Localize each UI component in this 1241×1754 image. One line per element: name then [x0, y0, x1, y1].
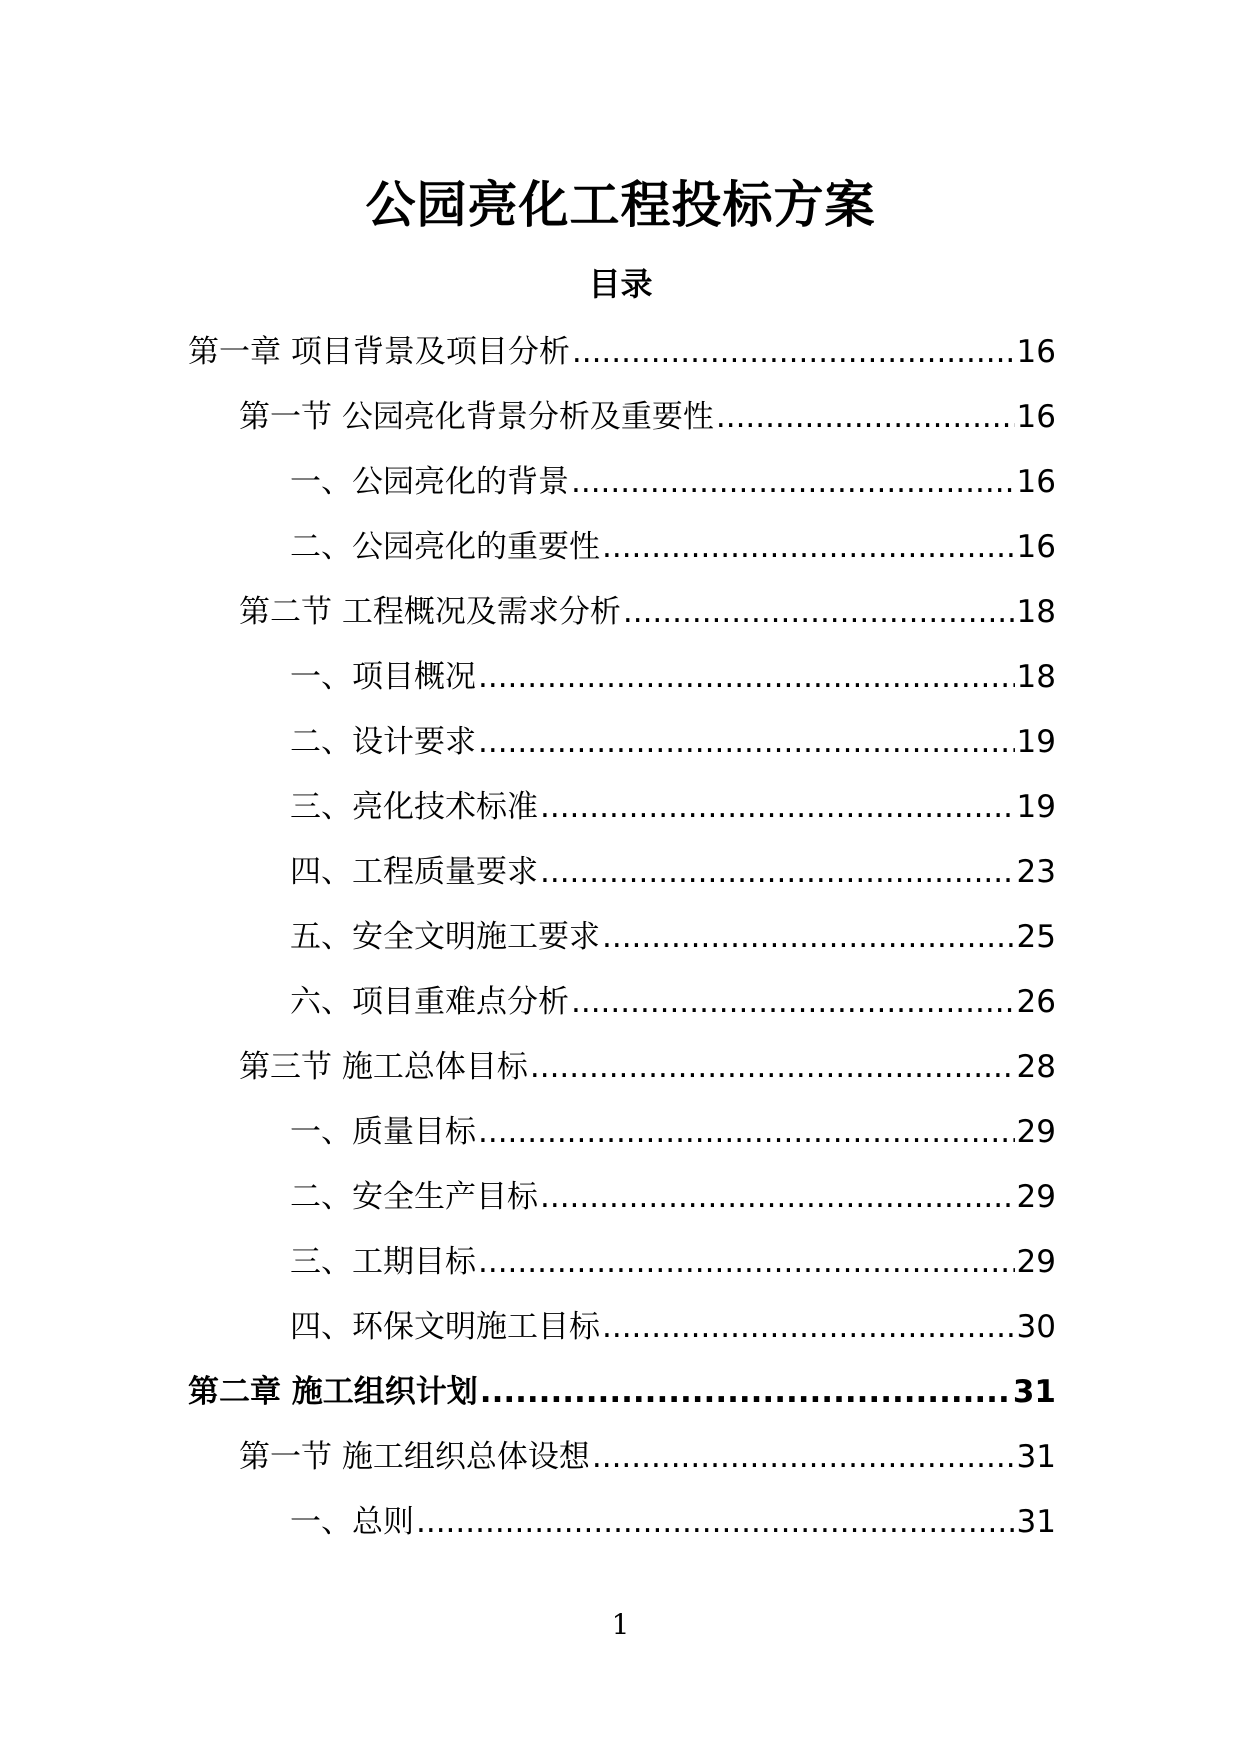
toc-entry-text: 一、质量目标 — [290, 1114, 476, 1150]
toc-entry[interactable] — [188, 783, 1056, 848]
toc-entry[interactable] — [188, 1043, 1056, 1108]
toc-entry-text: 三、工期目标 — [290, 1244, 476, 1280]
toc-heading: 目录 — [588, 265, 653, 303]
toc-entry-page: 30 — [1016, 1309, 1056, 1345]
toc-entry-text: 五、安全文明施工要求 — [290, 919, 600, 955]
toc-leader-dots — [602, 1303, 1015, 1351]
toc-entry[interactable] — [188, 523, 1056, 588]
toc-leader-dots — [571, 458, 1015, 506]
toc-entry-text: 第二章 施工组织计划 — [188, 1374, 478, 1410]
toc-entry-text: 第二节 工程概况及需求分析 — [239, 594, 621, 630]
toc-entry-page: 16 — [1016, 529, 1056, 565]
toc-entry-text: 第一节 施工组织总体设想 — [239, 1439, 590, 1475]
toc-entry[interactable] — [188, 1303, 1056, 1368]
toc-entry-page: 31 — [1016, 1439, 1056, 1475]
toc-leader-dots — [602, 523, 1015, 571]
document-title: 公园亮化工程投标方案 — [365, 176, 876, 234]
toc-entry-text: 二、设计要求 — [290, 724, 476, 760]
toc-entry-page: 18 — [1016, 594, 1056, 630]
toc-entry-text: 四、工程质量要求 — [290, 854, 538, 890]
table-of-contents — [188, 328, 1056, 1563]
toc-leader-dots — [602, 913, 1015, 961]
toc-leader-dots — [416, 1498, 1015, 1546]
toc-leader-dots — [478, 1238, 1015, 1286]
toc-entry[interactable] — [188, 588, 1056, 653]
toc-leader-dots — [572, 328, 1015, 376]
toc-entry-text: 二、安全生产目标 — [290, 1179, 538, 1215]
toc-leader-dots — [571, 978, 1015, 1026]
toc-entry-page: 26 — [1016, 984, 1056, 1020]
toc-entry-page: 19 — [1016, 789, 1056, 825]
toc-entry[interactable] — [188, 653, 1056, 718]
toc-entry-page: 18 — [1016, 659, 1056, 695]
toc-entry-text: 一、项目概况 — [290, 659, 476, 695]
toc-entry[interactable] — [188, 328, 1056, 393]
toc-leader-dots — [623, 588, 1015, 636]
toc-entry-page: 16 — [1016, 464, 1056, 500]
toc-leader-dots — [530, 1043, 1015, 1091]
toc-entry[interactable] — [188, 848, 1056, 913]
toc-entry-page: 29 — [1016, 1244, 1056, 1280]
toc-entry-page: 31 — [1012, 1374, 1056, 1410]
toc-leader-dots — [716, 393, 1015, 441]
toc-entry[interactable] — [188, 1433, 1056, 1498]
toc-entry-text: 一、总则 — [290, 1504, 414, 1540]
toc-entry[interactable] — [188, 1173, 1056, 1238]
toc-entry-text: 第一节 公园亮化背景分析及重要性 — [239, 399, 714, 435]
toc-entry-text: 第三节 施工总体目标 — [239, 1049, 528, 1085]
toc-leader-dots — [478, 653, 1015, 701]
toc-entry-text: 二、公园亮化的重要性 — [290, 529, 600, 565]
toc-leader-dots — [540, 848, 1015, 896]
toc-entry-page: 16 — [1016, 399, 1056, 435]
toc-entry[interactable] — [188, 1238, 1056, 1303]
toc-entry-text: 六、项目重难点分析 — [290, 984, 569, 1020]
toc-entry-page: 19 — [1016, 724, 1056, 760]
toc-entry[interactable] — [188, 393, 1056, 458]
toc-entry-text: 一、公园亮化的背景 — [290, 464, 569, 500]
toc-entry-page: 16 — [1016, 334, 1056, 370]
toc-leader-dots — [478, 1108, 1015, 1156]
toc-entry[interactable] — [188, 1368, 1056, 1433]
toc-entry-page: 29 — [1016, 1114, 1056, 1150]
page-number: 1 — [611, 1608, 630, 1641]
toc-entry-page: 23 — [1016, 854, 1056, 890]
toc-leader-dots — [540, 783, 1015, 831]
toc-leader-dots — [480, 1368, 1011, 1416]
toc-entry[interactable] — [188, 1498, 1056, 1563]
toc-entry-page: 31 — [1016, 1504, 1056, 1540]
toc-entry-page: 29 — [1016, 1179, 1056, 1215]
toc-entry[interactable] — [188, 913, 1056, 978]
toc-entry-page: 28 — [1016, 1049, 1056, 1085]
toc-entry[interactable] — [188, 458, 1056, 523]
toc-entry[interactable] — [188, 1108, 1056, 1173]
toc-leader-dots — [540, 1173, 1015, 1221]
toc-entry-text: 四、环保文明施工目标 — [290, 1309, 600, 1345]
toc-entry-text: 三、亮化技术标准 — [290, 789, 538, 825]
toc-entry-page: 25 — [1016, 919, 1056, 955]
toc-leader-dots — [478, 718, 1015, 766]
toc-entry-text: 第一章 项目背景及项目分析 — [188, 334, 570, 370]
toc-entry[interactable] — [188, 978, 1056, 1043]
toc-entry[interactable] — [188, 718, 1056, 783]
toc-leader-dots — [592, 1433, 1015, 1481]
